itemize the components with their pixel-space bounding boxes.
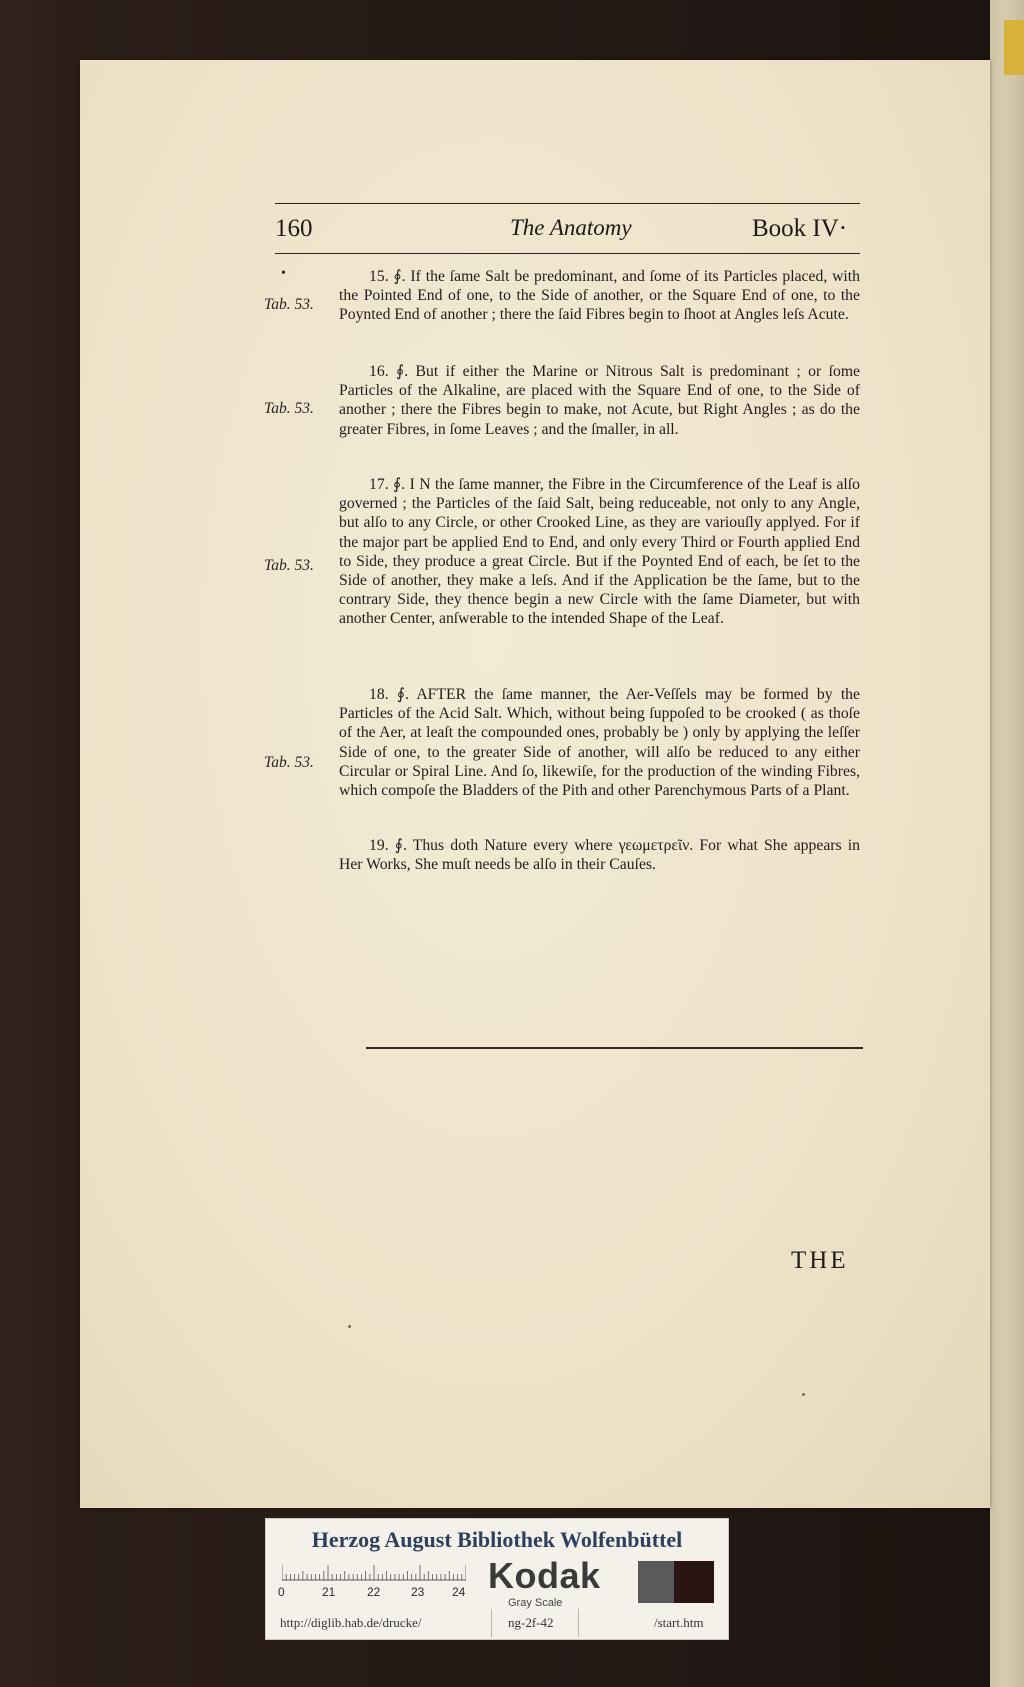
scale-ruler (282, 1565, 466, 1581)
ruler-labels (278, 1585, 466, 1601)
paragraph-19: 19. ∮. Thus doth Nature every where γεωμετρεῖν. For what She appears in Her Works, She muſt needs be alſo in their Cauſes. (339, 837, 860, 874)
end-rule (366, 1047, 863, 1049)
adjacent-page-edge (990, 0, 1024, 1687)
color-marker (1004, 20, 1024, 75)
brand-logo: Kodak (488, 1555, 601, 1596)
margin-note-tab: Tab. 53. (264, 754, 314, 771)
paragraph-16: 16. ∮. But if either the Marine or Nitrous Salt is predominant ; or ſome Particles of the Alkaline, are placed with the Square End of one, to the Side of another ; there the Fibres begin to make, not Acute, but Right Angles ; as do the greater Fibres, in ſome Leaves ; and the ſmaller, in all. (339, 363, 860, 438)
page-number: 160 (275, 215, 313, 242)
catchword: THE (791, 1247, 849, 1274)
book-label: Book IV· (752, 215, 848, 242)
margin-mark: • (281, 266, 286, 281)
library-name: Herzog August Bibliothek Wolfenbüttel (311, 1527, 683, 1552)
paragraph-17: 17. ∮. I N the ſame manner, the Fibre in the Circumference of the Leaf is alſo governed ; the Particles of the ſaid Salt, being reduceable, not only to any Angle, but alſo to any Circle, or other Crooked Line, as they are variouſly applyed. For if the major part be applied End to End, and only every Third or Fourth applied End to Side, they produce a great Circle. But if the Poynted End of each, be ſet to the Side of another, they make a leſs. And if the Application be the ſame, but to the contrary Side, they thence begin a new Circle with the ſame Diameter, but with another Center, anſwerable to the intended Shape of the Leaf. (339, 476, 860, 628)
divider (578, 1609, 579, 1637)
color-target-card (265, 1518, 729, 1640)
ruler-number: 0 (278, 1585, 285, 1599)
paragraph-18: 18. ∮. AFTER the ſame manner, the Aer-Veſſels may be formed by the Particles of the Acid Salt. Which, without being ſuppoſed to be crooked ( as thoſe of the Aer, at leaſt the compounded ones, probably be ) only by applying the leſſer Side of one, to the greater Side of another, will alſo be reduced to any either Circular or Spiral Line. And ſo, likewiſe, for the production of the winding Fibres, which compoſe the Bladders of the Pith and other Parenchymous Parts of a Plant. (339, 686, 860, 800)
ruler-number: 24 (452, 1585, 466, 1599)
brand-subtitle: Gray Scale (508, 1597, 563, 1609)
margin-note-tab: Tab. 53. (264, 296, 314, 313)
paper-speck (802, 1393, 805, 1396)
ruler-number: 23 (411, 1585, 425, 1599)
divider (491, 1609, 492, 1637)
header-rule-bottom (275, 253, 860, 254)
margin-note-tab: Tab. 53. (264, 400, 314, 417)
running-title: The Anatomy (510, 215, 632, 240)
shelfmark-text: ng-2f-42 (508, 1615, 554, 1630)
paragraph-15: 15. ∮. If the ſame Salt be predominant, and ſome of its Particles placed, with the Pointed End of one, to the Side of another, or the Square End of one, to the Poynted End of another ; there the ſaid Fibres begin to ſhoot at Angles leſs Acute. (339, 268, 860, 324)
header-rule-top (275, 203, 860, 204)
ruler-number: 21 (322, 1585, 336, 1599)
start-text: /start.htm (654, 1615, 704, 1630)
dark-swatch (674, 1561, 714, 1603)
paper-speck (348, 1325, 351, 1328)
ruler-number: 22 (367, 1585, 381, 1599)
url-text: http://diglib.hab.de/drucke/ (280, 1615, 422, 1630)
gray-swatch (638, 1561, 674, 1603)
margin-note-tab: Tab. 53. (264, 557, 314, 574)
